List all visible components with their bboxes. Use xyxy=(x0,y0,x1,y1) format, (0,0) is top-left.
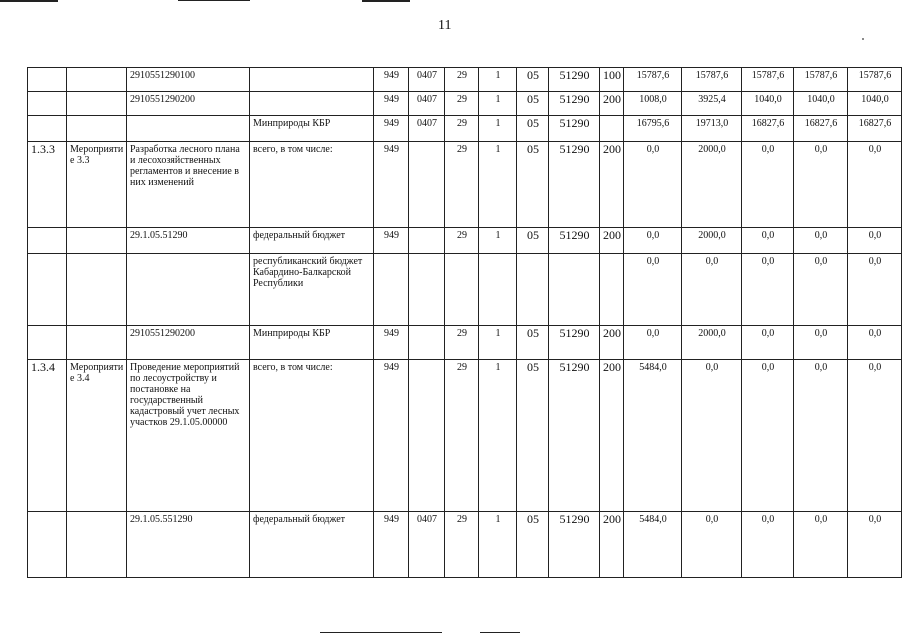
cell-activity-name: Мероприятие 3.3 xyxy=(67,142,127,228)
cell-value-year-4: 0,0 xyxy=(794,142,848,228)
cell-grbs: 949 xyxy=(374,512,409,578)
table-body xyxy=(28,68,902,578)
cell-value-year-1: 16795,6 xyxy=(624,116,682,142)
cell-event: 05 xyxy=(517,68,549,92)
cell-direction: 51290 xyxy=(549,360,600,512)
cell-value-year-4: 0,0 xyxy=(794,512,848,578)
cell-event: 05 xyxy=(517,116,549,142)
cell-program: 29 xyxy=(445,512,479,578)
cell-value-year-2: 0,0 xyxy=(682,254,742,326)
cell-value-year-3: 0,0 xyxy=(742,326,794,360)
cell-kbk-code xyxy=(127,254,250,326)
table-row xyxy=(28,68,902,92)
cell-grbs xyxy=(374,254,409,326)
cell-value-year-1: 5484,0 xyxy=(624,360,682,512)
cell-item-number xyxy=(28,512,67,578)
cell-expense-type: 200 xyxy=(600,512,624,578)
cell-value-year-5: 16827,6 xyxy=(848,116,902,142)
cell-value-year-4: 0,0 xyxy=(794,360,848,512)
cell-program: 29 xyxy=(445,360,479,512)
cell-value-year-2: 3925,4 xyxy=(682,92,742,116)
top-rule-middle xyxy=(178,0,250,1)
activity-description: Проведение мероприятий по лесоустройству и постановке на государственный кадастровый учет лесных участков 29.1.05.00000 xyxy=(130,362,240,428)
cell-expense-type: 200 xyxy=(600,142,624,228)
cell-grbs: 949 xyxy=(374,92,409,116)
budget-table xyxy=(27,67,902,578)
cell-kbk-code xyxy=(127,68,250,92)
table-row xyxy=(28,116,902,142)
kbk-code: 2910551290200 xyxy=(130,328,195,339)
cell-expense-type: 200 xyxy=(600,360,624,512)
cell-kbk-code xyxy=(127,142,250,228)
cell-activity-name xyxy=(67,92,127,116)
cell-event: 05 xyxy=(517,360,549,512)
cell-section xyxy=(409,228,445,254)
cell-subprogram: 1 xyxy=(479,326,517,360)
cell-item-number xyxy=(28,92,67,116)
cell-kbk-code xyxy=(127,228,250,254)
cell-activity-name xyxy=(67,116,127,142)
cell-value-year-2: 19713,0 xyxy=(682,116,742,142)
cell-expense-type xyxy=(600,254,624,326)
cell-value-year-2: 0,0 xyxy=(682,360,742,512)
cell-kbk-code xyxy=(127,360,250,512)
cell-value-year-4: 0,0 xyxy=(794,326,848,360)
cell-kbk-code xyxy=(127,326,250,360)
cell-section: 0407 xyxy=(409,116,445,142)
cell-value-year-2: 0,0 xyxy=(682,512,742,578)
cell-activity-name xyxy=(67,228,127,254)
top-rule-left xyxy=(0,0,58,2)
cell-item-number xyxy=(28,254,67,326)
cell-program: 29 xyxy=(445,228,479,254)
cell-funding-source xyxy=(250,92,374,116)
cell-funding-source: республиканский бюджет Кабардино-Балкарской Республики xyxy=(250,254,374,326)
cell-event: 05 xyxy=(517,228,549,254)
cell-event: 05 xyxy=(517,92,549,116)
cell-funding-source: всего, в том числе: xyxy=(250,360,374,512)
cell-value-year-1: 0,0 xyxy=(624,254,682,326)
cell-program: 29 xyxy=(445,68,479,92)
cell-value-year-2: 2000,0 xyxy=(682,142,742,228)
cell-section xyxy=(409,142,445,228)
cell-item-number xyxy=(28,228,67,254)
cell-funding-source: Минприроды КБР xyxy=(250,116,374,142)
cell-value-year-3: 15787,6 xyxy=(742,68,794,92)
cell-value-year-1: 0,0 xyxy=(624,142,682,228)
cell-activity-name xyxy=(67,254,127,326)
cell-item-number xyxy=(28,116,67,142)
cell-program xyxy=(445,254,479,326)
cell-subprogram xyxy=(479,254,517,326)
cell-direction: 51290 xyxy=(549,142,600,228)
cell-funding-source: всего, в том числе: xyxy=(250,142,374,228)
cell-item-number: 1.3.3 xyxy=(28,142,67,228)
cell-section: 0407 xyxy=(409,68,445,92)
cell-program: 29 xyxy=(445,326,479,360)
cell-value-year-5: 0,0 xyxy=(848,142,902,228)
cell-event: 05 xyxy=(517,512,549,578)
cell-value-year-3: 0,0 xyxy=(742,254,794,326)
cell-subprogram: 1 xyxy=(479,68,517,92)
cell-value-year-5: 0,0 xyxy=(848,360,902,512)
kbk-code: 2910551290200 xyxy=(130,94,195,105)
cell-activity-name: Мероприятие 3.4 xyxy=(67,360,127,512)
cell-direction: 51290 xyxy=(549,512,600,578)
cell-value-year-1: 15787,6 xyxy=(624,68,682,92)
cell-expense-type xyxy=(600,116,624,142)
cell-section xyxy=(409,254,445,326)
activity-description: Разработка лесного плана и лесохозяйственных регламентов и внесение в них изменений xyxy=(130,144,240,188)
cell-direction xyxy=(549,254,600,326)
cell-value-year-4: 16827,6 xyxy=(794,116,848,142)
cell-value-year-5: 0,0 xyxy=(848,512,902,578)
cell-expense-type: 200 xyxy=(600,92,624,116)
cell-section xyxy=(409,360,445,512)
cell-activity-name xyxy=(67,68,127,92)
cell-value-year-2: 2000,0 xyxy=(682,326,742,360)
cell-direction: 51290 xyxy=(549,228,600,254)
cell-funding-source: федеральный бюджет xyxy=(250,512,374,578)
cell-grbs: 949 xyxy=(374,360,409,512)
page-number: 11 xyxy=(438,18,452,33)
cell-value-year-4: 15787,6 xyxy=(794,68,848,92)
table-row xyxy=(28,360,902,512)
cell-value-year-3: 0,0 xyxy=(742,228,794,254)
cell-subprogram: 1 xyxy=(479,142,517,228)
cell-event: 05 xyxy=(517,142,549,228)
cell-kbk-code xyxy=(127,116,250,142)
cell-kbk-code xyxy=(127,92,250,116)
scan-speck xyxy=(862,38,864,40)
kbk-code: 29.1.05.51290 xyxy=(130,230,188,241)
cell-value-year-2: 15787,6 xyxy=(682,68,742,92)
cell-direction: 51290 xyxy=(549,68,600,92)
cell-item-number: 1.3.4 xyxy=(28,360,67,512)
cell-kbk-code xyxy=(127,512,250,578)
cell-section: 0407 xyxy=(409,512,445,578)
cell-funding-source: федеральный бюджет xyxy=(250,228,374,254)
cell-value-year-1: 0,0 xyxy=(624,326,682,360)
cell-value-year-5: 0,0 xyxy=(848,254,902,326)
cell-program: 29 xyxy=(445,116,479,142)
table-row xyxy=(28,326,902,360)
top-rule-right xyxy=(362,0,410,2)
table-row xyxy=(28,92,902,116)
cell-subprogram: 1 xyxy=(479,116,517,142)
cell-subprogram: 1 xyxy=(479,92,517,116)
cell-grbs: 949 xyxy=(374,326,409,360)
cell-funding-source: Минприроды КБР xyxy=(250,326,374,360)
cell-activity-name xyxy=(67,326,127,360)
cell-value-year-3: 16827,6 xyxy=(742,116,794,142)
cell-value-year-5: 0,0 xyxy=(848,228,902,254)
table-row xyxy=(28,254,902,326)
cell-value-year-1: 1008,0 xyxy=(624,92,682,116)
cell-grbs: 949 xyxy=(374,142,409,228)
cell-subprogram: 1 xyxy=(479,512,517,578)
cell-subprogram: 1 xyxy=(479,360,517,512)
cell-value-year-4: 1040,0 xyxy=(794,92,848,116)
cell-grbs: 949 xyxy=(374,116,409,142)
cell-expense-type: 200 xyxy=(600,228,624,254)
cell-value-year-3: 0,0 xyxy=(742,360,794,512)
cell-value-year-2: 2000,0 xyxy=(682,228,742,254)
cell-section: 0407 xyxy=(409,92,445,116)
cell-value-year-4: 0,0 xyxy=(794,228,848,254)
cell-value-year-3: 1040,0 xyxy=(742,92,794,116)
cell-direction: 51290 xyxy=(549,116,600,142)
cell-value-year-5: 15787,6 xyxy=(848,68,902,92)
cell-item-number xyxy=(28,326,67,360)
kbk-code: 29.1.05.551290 xyxy=(130,514,193,525)
table-row xyxy=(28,512,902,578)
bottom-rule-left xyxy=(320,632,442,633)
cell-direction: 51290 xyxy=(549,92,600,116)
cell-value-year-1: 0,0 xyxy=(624,228,682,254)
cell-grbs: 949 xyxy=(374,68,409,92)
cell-section xyxy=(409,326,445,360)
cell-event xyxy=(517,254,549,326)
cell-expense-type: 100 xyxy=(600,68,624,92)
cell-value-year-5: 0,0 xyxy=(848,326,902,360)
cell-expense-type: 200 xyxy=(600,326,624,360)
kbk-code: 2910551290100 xyxy=(130,70,195,81)
cell-value-year-4: 0,0 xyxy=(794,254,848,326)
cell-value-year-3: 0,0 xyxy=(742,512,794,578)
cell-activity-name xyxy=(67,512,127,578)
cell-subprogram: 1 xyxy=(479,228,517,254)
table-row xyxy=(28,228,902,254)
table-row xyxy=(28,142,902,228)
cell-program: 29 xyxy=(445,92,479,116)
cell-funding-source xyxy=(250,68,374,92)
cell-program: 29 xyxy=(445,142,479,228)
cell-value-year-1: 5484,0 xyxy=(624,512,682,578)
cell-value-year-3: 0,0 xyxy=(742,142,794,228)
cell-value-year-5: 1040,0 xyxy=(848,92,902,116)
cell-item-number xyxy=(28,68,67,92)
cell-event: 05 xyxy=(517,326,549,360)
cell-grbs: 949 xyxy=(374,228,409,254)
bottom-rule-right xyxy=(480,632,520,633)
cell-direction: 51290 xyxy=(549,326,600,360)
